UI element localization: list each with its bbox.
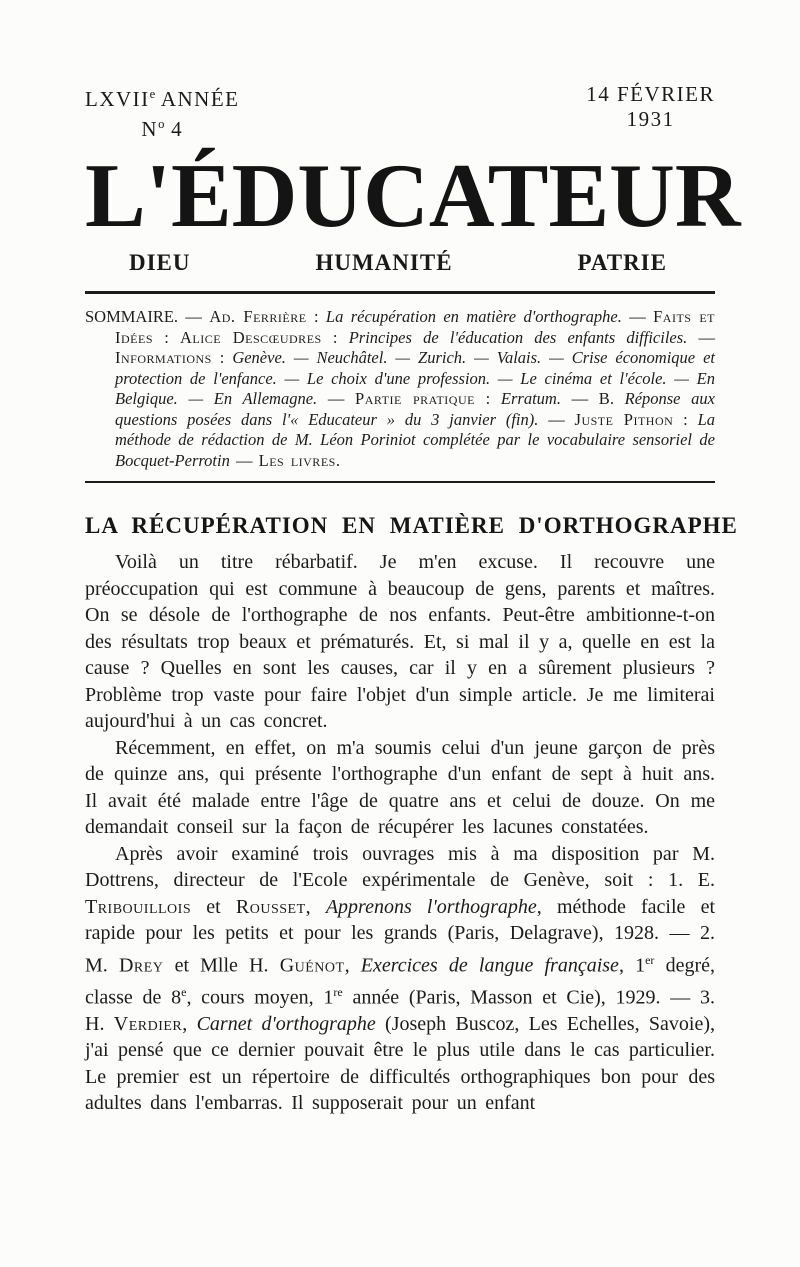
sommaire-paragraph: SOMMAIRE. — Ad. Ferrière : La récupération en matière d'orthographe. — Faits et Idées : Alice Descœudres : Principes de l'éducation des enfants difficiles. — Informations : Genève. — Neuchâtel. — Zurich. — Valais. — Crise économique et protection de l'enfance. — Le choix d'une profession. — Le cinéma et l'école. — En Belgique. — En Allemagne. — Partie pratique : Erratum. — B. Réponse aux questions posées dans l'« Educateur » du 3 janvier (fin). — Juste Pithon : La méthode de rédaction de M. Léon Poriniot complétée par le vocabulaire sensoriel de Bocquet-Perrotin — Les livres.: [85, 307, 716, 470]
motto-humanite: HUMANITÉ: [315, 250, 453, 275]
motto-row: [85, 244, 715, 276]
masthead-rule: [85, 291, 715, 294]
date-block: [586, 82, 715, 132]
volume-line: LXVIIe ANNÉE: [85, 87, 240, 111]
year-line: 1931: [626, 107, 675, 131]
article-title: LA RÉCUPÉRATION EN MATIÈRE D'ORTHOGRAPHE: [85, 513, 738, 538]
article-paragraph: Voilà un titre rébarbatif. Je m'en excuse. Il recouvre une préoccupation qui est commune à beaucoup de gens, parents et maîtres. On se désole de l'orthographe de nos enfants. Peut-être ambitionne-t-on des résultats trop beaux et prématurés. Et, si mal il y a, quelle en est la cause ? Quelles en sont les causes, car il y en a sûrement plusieurs ? Problème trop vaste pour faire l'objet d'un simple article. Je me limiterai aujourd'hui à un cas concret.: [85, 551, 715, 732]
issue-date-row: [85, 82, 715, 142]
sommaire-rule: [85, 481, 715, 483]
motto-patrie: PATRIE: [577, 250, 667, 275]
article-paragraph: Après avoir examiné trois ouvrages mis à ma disposition par M. Dottrens, directeur de l'Ecole expérimentale de Genève, soit : 1. E. Tribouillois et Rousset, Apprenons l'orthographe, méthode facile et rapide pour les petits et pour les grands (Paris, Delagrave), 1928. — 2. M. Drey et Mlle H. Guénot, Exercices de langue française, 1er degré, classe de 8e, cours moyen, 1re année (Paris, Masson et Cie), 1929. — 3. H. Verdier, Carnet d'orthographe (Joseph Buscoz, Les Echelles, Savoie), j'ai pensé que ce dernier pouvait être le plus utile dans le cas particulier. Le premier est un répertoire de difficultés orthographiques bon pour des adultes dans l'embarras. Il supposerait pour un enfant: [85, 842, 716, 1115]
date-line: 14 FÉVRIER: [586, 82, 715, 106]
masthead-title: L'ÉDUCATEUR: [85, 145, 741, 246]
issue-number-line: $N^o$ 4: [141, 117, 184, 141]
issue-info-block: [85, 82, 240, 142]
article-paragraph: Récemment, en effet, on m'a soumis celui d'un jeune garçon de près de quinze ans, qui présente l'orthographe d'un enfant de sept à huit ans. Il avait été malade entre l'âge de quatre ans et celui de douze. On me demandait conseil sur la façon de récupérer les lacunes constatées.: [85, 736, 715, 838]
motto-dieu: DIEU: [129, 250, 191, 275]
article-body: [85, 549, 715, 1117]
